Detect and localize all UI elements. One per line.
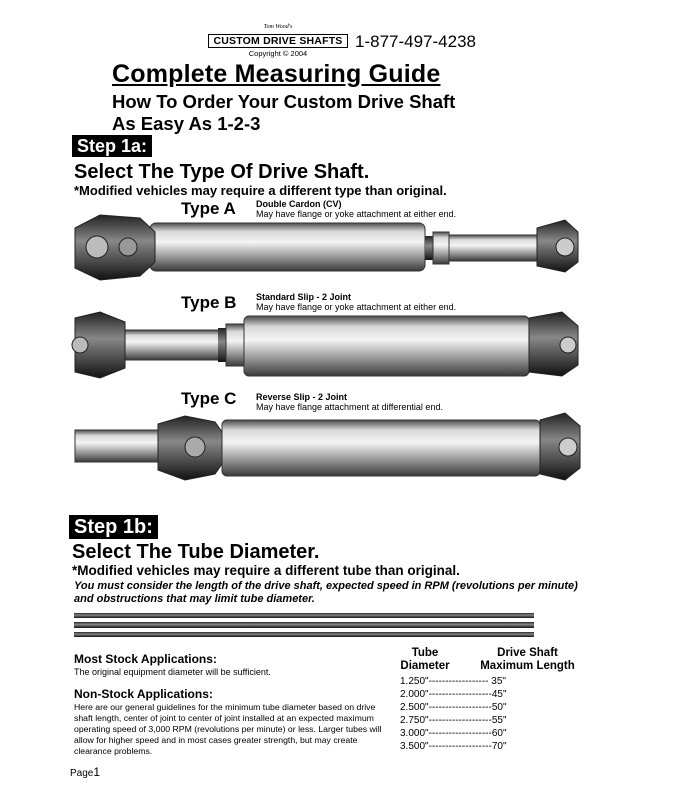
diameter-length-table xyxy=(400,675,507,753)
tube-line xyxy=(74,613,534,618)
type-a-label: Type A xyxy=(181,199,236,218)
tube-line xyxy=(74,632,534,637)
tube-line xyxy=(74,622,534,628)
page-title: Complete Measuring Guide xyxy=(112,60,441,88)
tube-samples-image xyxy=(74,613,534,639)
type-c-shaft-image xyxy=(75,413,580,480)
non-stock-applications-text: Here are our general guidelines for the minimum tube diameter based on drive shaft length, center of joint to center of joint installed at an expected maximum operating speed of 3,000 RPM (revolutions per minute) or less. Larger tubes will allow for higher speed and in most cases greater strength, but may create clearance problems. xyxy=(74,702,382,756)
tube-header-line-1: Tube xyxy=(411,647,439,659)
step-1a-note: *Modified vehicles may require a different type than original. xyxy=(74,183,447,198)
phone-number: 1-877-497-4238 xyxy=(355,32,476,51)
type-c-description: May have flange attachment at differential end. xyxy=(256,402,443,412)
table-row: 2.750"-------------------55" xyxy=(400,715,507,726)
step-1a-badge: Step 1a: xyxy=(72,135,152,157)
step-1b-note: *Modified vehicles may require a different tube than original. xyxy=(72,563,460,578)
table-row: 3.000"-------------------60" xyxy=(400,728,507,739)
shaft-header-line-1: Drive Shaft xyxy=(497,647,558,659)
logo-copyright: Copyright © 2004 xyxy=(248,49,308,58)
shaft-header-line-2: Maximum Length xyxy=(480,660,575,672)
step-1b-badge: Step 1b: xyxy=(69,515,158,539)
type-a-description: May have flange or yoke attachment at either end. xyxy=(256,209,457,219)
step-1b-paragraph: You must consider the length of the drive shaft, expected speed in RPM (revolutions per minute) and obstructions that may limit tube diameter. xyxy=(74,580,578,605)
type-b-shaft-image xyxy=(72,312,578,378)
table-row: 3.500"-------------------70" xyxy=(400,741,507,752)
stock-applications-text: The original equipment diameter will be sufficient. xyxy=(74,667,271,677)
non-stock-applications-heading: Non-Stock Applications: xyxy=(74,687,213,701)
step-1a-heading: Select The Type Of Drive Shaft. xyxy=(74,161,370,183)
type-a-name: Double Cardon (CV) xyxy=(256,199,342,209)
table-row: 2.500"-------------------50" xyxy=(400,702,507,713)
type-c-name: Reverse Slip - 2 Joint xyxy=(256,392,348,402)
type-c-label: Type C xyxy=(181,389,237,408)
subtitle-line-1: How To Order Your Custom Drive Shaft xyxy=(112,91,456,112)
table-row: 1.250"------------------ 35" xyxy=(400,676,506,687)
stock-applications-heading: Most Stock Applications: xyxy=(74,652,217,666)
type-b-label: Type B xyxy=(181,293,237,312)
table-row: 2.000"-------------------45" xyxy=(400,689,507,700)
type-b-description: May have flange or yoke attachment at either end. xyxy=(256,302,457,312)
subtitle-line-2: As Easy As 1-2-3 xyxy=(112,113,261,134)
page-number-value: 1 xyxy=(93,765,101,779)
logo-main-text: CUSTOM DRIVE SHAFTS xyxy=(208,34,347,48)
tube-header-line-2: Diameter xyxy=(400,660,450,672)
type-b-name: Standard Slip - 2 Joint xyxy=(256,292,352,302)
tube-diameter-header xyxy=(391,647,459,673)
type-a-shaft-image xyxy=(75,215,578,280)
step-1b-heading: Select The Tube Diameter. xyxy=(72,541,320,563)
page-number xyxy=(70,766,100,780)
page-label: Page xyxy=(70,768,94,779)
max-length-header xyxy=(465,647,590,673)
logo-small-text: Tom Wood's xyxy=(263,24,293,30)
